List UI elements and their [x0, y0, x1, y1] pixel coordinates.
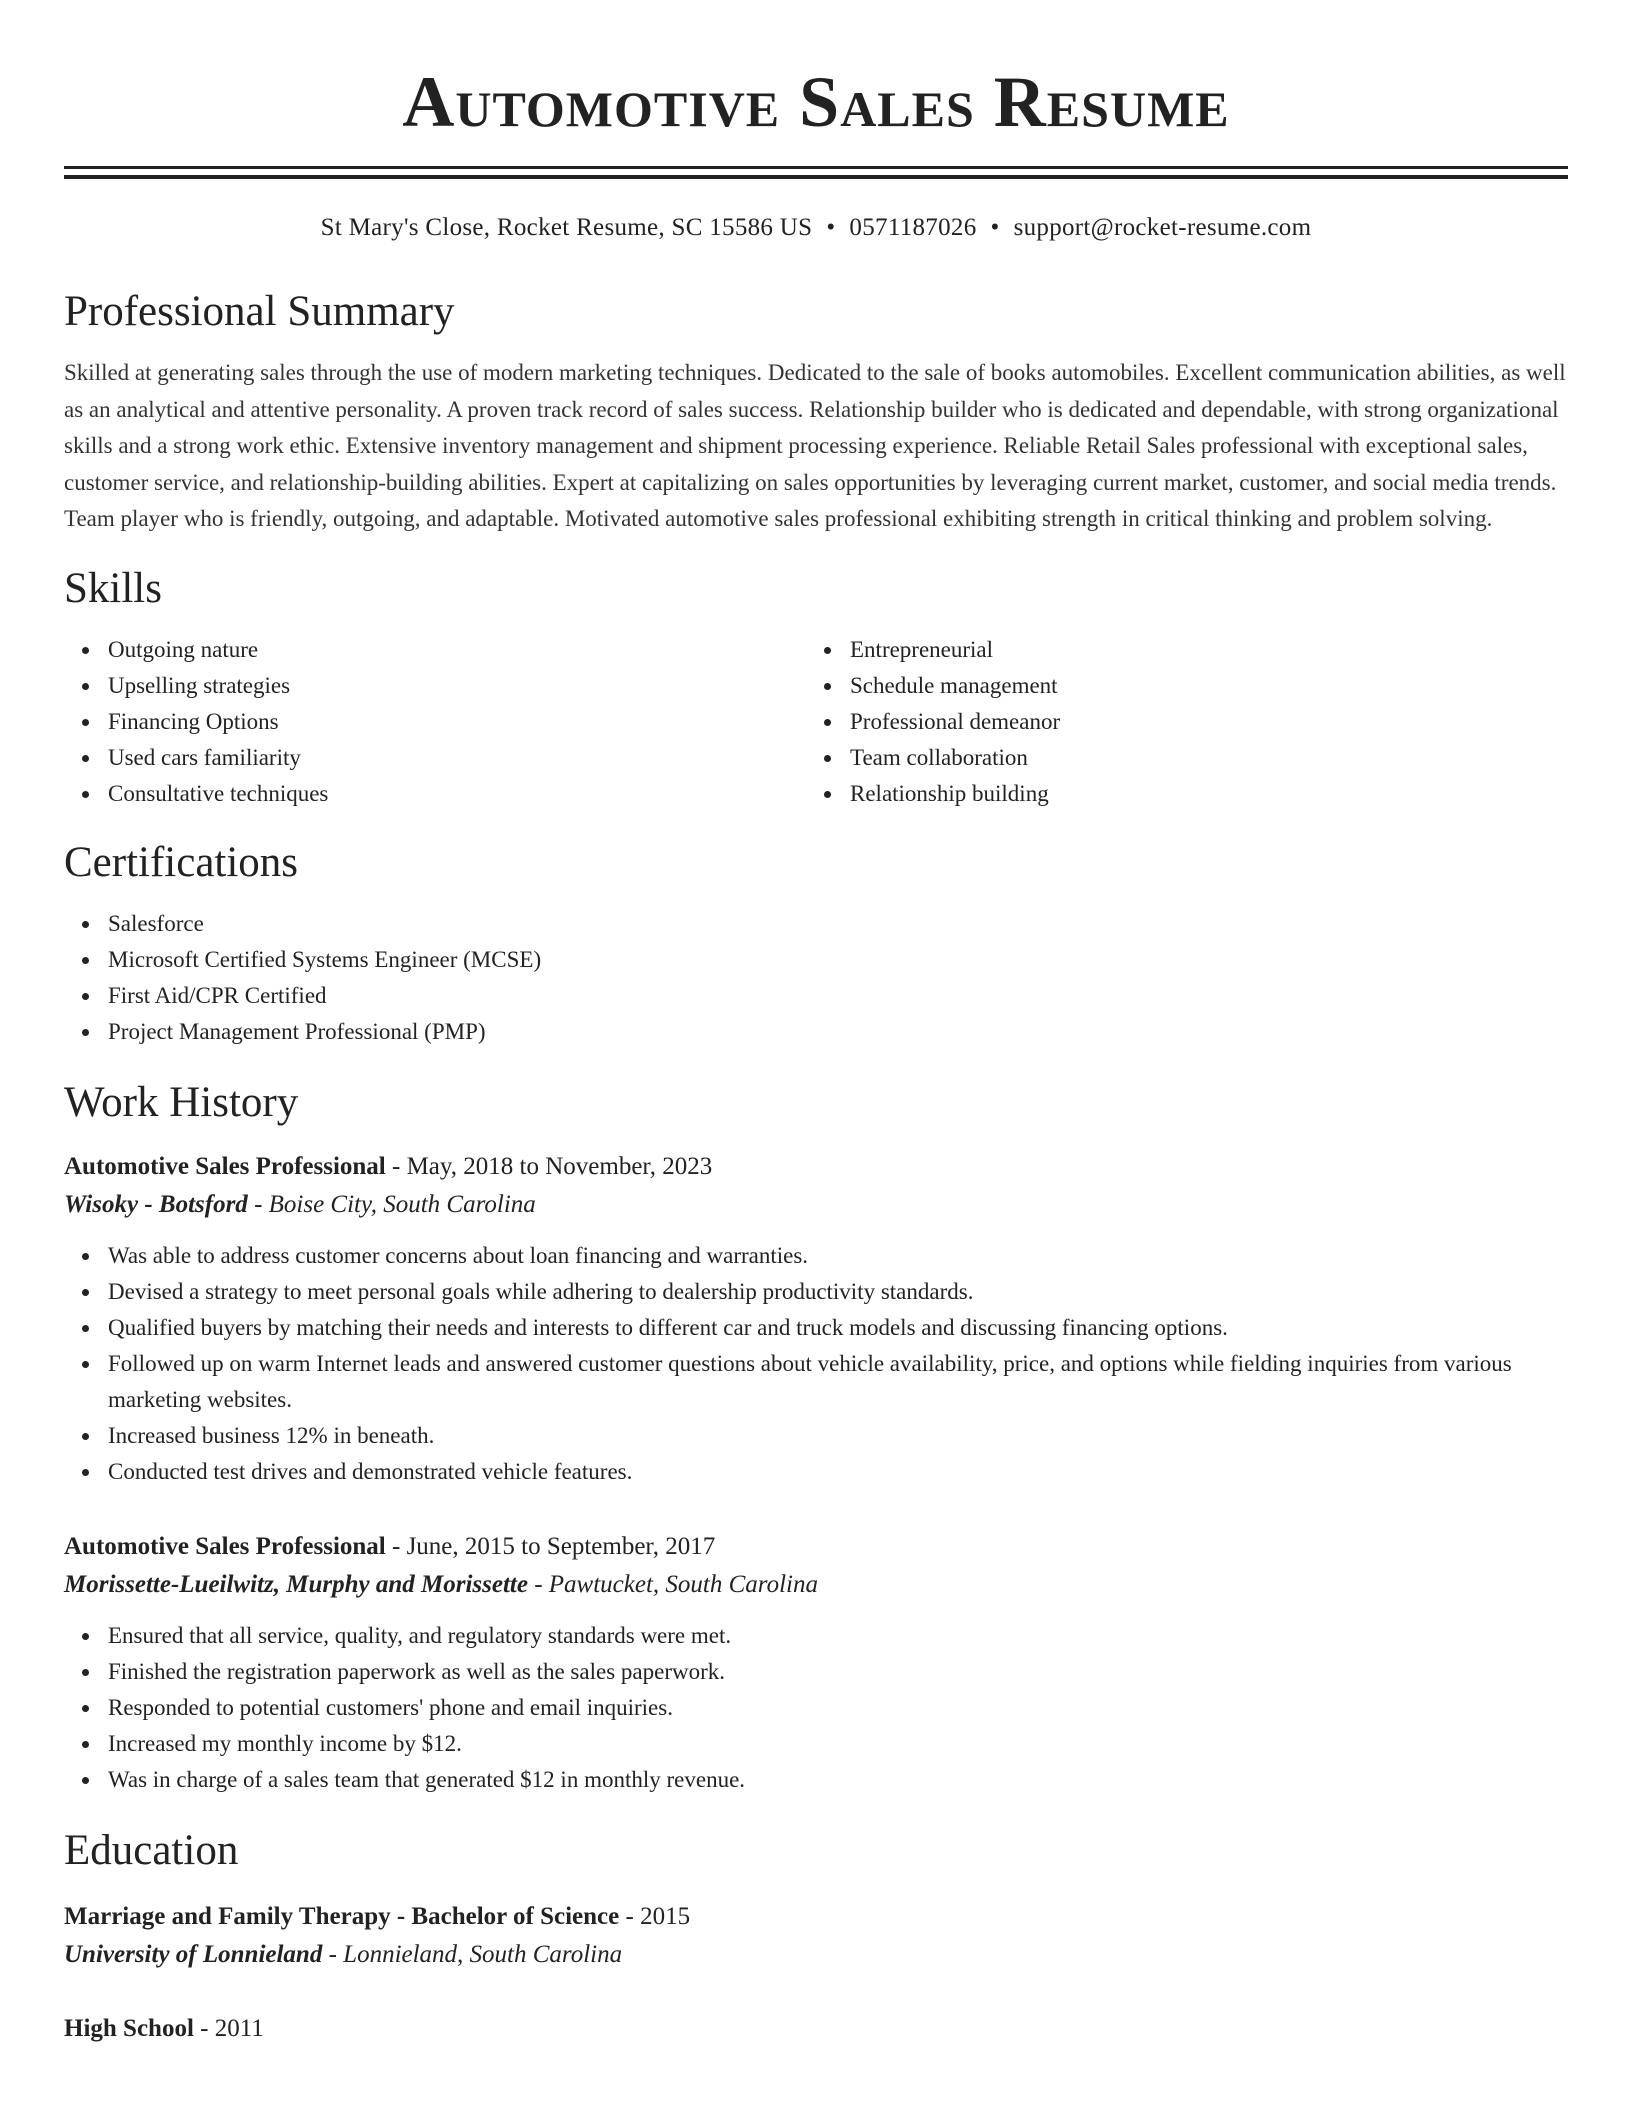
- job-company: Morissette-Lueilwitz, Murphy and Morissette: [64, 1570, 528, 1598]
- job-duties-list: [64, 1618, 1568, 1798]
- skill-item: Consultative techniques: [108, 776, 806, 812]
- education-entry: [64, 1898, 1568, 1974]
- job-entry: [64, 1148, 1568, 1490]
- job-title: Automotive Sales Professional: [64, 1152, 386, 1180]
- education-degree: High School: [64, 2014, 194, 2042]
- duty-item: Was able to address customer concerns about loan financing and warranties.: [108, 1238, 1568, 1274]
- education-degree-line: [64, 2010, 1568, 2048]
- skills-right-list: [806, 632, 1548, 812]
- education-degree-line: [64, 1898, 1568, 1936]
- certification-item: First Aid/CPR Certified: [108, 978, 1568, 1014]
- job-entry: [64, 1528, 1568, 1798]
- education-location: - Lonnieland, South Carolina: [322, 1940, 623, 1968]
- skills-columns: [64, 632, 1568, 812]
- education-heading: Education: [64, 1826, 239, 1874]
- job-company-line: [64, 1186, 1568, 1224]
- contact-address: St Mary's Close, Rocket Resume, SC 15586 US: [320, 214, 813, 241]
- skills-heading: Skills: [64, 564, 162, 612]
- job-duties-list: [64, 1238, 1568, 1490]
- duty-item: Followed up on warm Internet leads and answered customer questions about vehicle availability, price, and options while fielding inquiries from various marketing websites.: [108, 1346, 1568, 1418]
- education-degree: Marriage and Family Therapy - Bachelor of Science: [64, 1902, 620, 1930]
- duty-item: Increased my monthly income by $12.: [108, 1726, 1568, 1762]
- education-year: - 2015: [619, 1902, 691, 1930]
- contact-separator: •: [826, 214, 836, 241]
- education-entry: [64, 2010, 1568, 2048]
- job-title-line: [64, 1148, 1568, 1186]
- resume-title: Automotive Sales Resume: [402, 62, 1230, 142]
- education-school: University of Lonnieland: [64, 1940, 323, 1968]
- skill-item: Outgoing nature: [108, 632, 806, 668]
- skill-item: Entrepreneurial: [850, 632, 1548, 668]
- job-company-line: [64, 1566, 1568, 1604]
- duty-item: Responded to potential customers' phone and email inquiries.: [108, 1690, 1568, 1726]
- skills-left-list: [64, 632, 806, 812]
- duty-item: Increased business 12% in beneath.: [108, 1418, 1568, 1454]
- duty-item: Conducted test drives and demonstrated vehicle features.: [108, 1454, 1568, 1490]
- work-history-heading: Work History: [64, 1078, 299, 1126]
- skill-item: Relationship building: [850, 776, 1548, 812]
- education-school-line: [64, 1936, 1568, 1974]
- certifications-heading: Certifications: [64, 838, 299, 886]
- contact-separator: •: [990, 214, 1000, 241]
- duty-item: Was in charge of a sales team that generated $12 in monthly revenue.: [108, 1762, 1568, 1798]
- certification-item: Project Management Professional (PMP): [108, 1014, 1568, 1050]
- certification-item: Microsoft Certified Systems Engineer (MCSE): [108, 942, 1568, 978]
- education-year: - 2011: [193, 2014, 264, 2042]
- job-location: - Pawtucket, South Carolina: [527, 1570, 818, 1598]
- job-company: Wisoky - Botsford: [64, 1190, 248, 1218]
- resume-page: [64, 0, 1568, 2048]
- duty-item: Devised a strategy to meet personal goals while adhering to dealership productivity standards.: [108, 1274, 1568, 1310]
- summary-text: Skilled at generating sales through the use of modern marketing techniques. Dedicated to the sale of books automobiles. Excellent communication abilities, as well as an analytical and attentive personality. A proven track record of sales success. Relationship builder who is dedicated and dependable, with strong organizational skills and a strong work ethic. Extensive inventory management and shipment processing experience. Reliable Retail Sales professional with exceptional sales, customer service, and relationship-building abilities. Expert at capitalizing on sales opportunities by leveraging current market, customer, and social media trends. Team player who is friendly, outgoing, and adaptable. Motivated automotive sales professional exhibiting strength in critical thinking and problem solving.: [64, 360, 1566, 531]
- skill-item: Financing Options: [108, 704, 806, 740]
- certification-item: Salesforce: [108, 906, 1568, 942]
- skill-item: Used cars familiarity: [108, 740, 806, 776]
- contact-phone: 0571187026: [849, 214, 977, 241]
- contact-email: support@rocket-resume.com: [1013, 214, 1312, 241]
- summary-heading: Professional Summary: [64, 288, 455, 335]
- job-location: - Boise City, South Carolina: [247, 1190, 536, 1218]
- title-rule-thin: [64, 166, 1568, 169]
- job-dates: - May, 2018 to November, 2023: [385, 1152, 713, 1180]
- skill-item: Schedule management: [850, 668, 1548, 704]
- certifications-list: [64, 906, 1568, 1050]
- job-title-line: [64, 1528, 1568, 1566]
- skill-item: Upselling strategies: [108, 668, 806, 704]
- duty-item: Ensured that all service, quality, and regulatory standards were met.: [108, 1618, 1568, 1654]
- title-rule-thick: [64, 175, 1568, 179]
- contact-line: [64, 213, 1568, 243]
- skill-item: Team collaboration: [850, 740, 1548, 776]
- skill-item: Professional demeanor: [850, 704, 1548, 740]
- job-dates: - June, 2015 to September, 2017: [385, 1532, 716, 1560]
- job-title: Automotive Sales Professional: [64, 1532, 386, 1560]
- duty-item: Qualified buyers by matching their needs and interests to different car and truck models and discussing financing options.: [108, 1310, 1568, 1346]
- duty-item: Finished the registration paperwork as well as the sales paperwork.: [108, 1654, 1568, 1690]
